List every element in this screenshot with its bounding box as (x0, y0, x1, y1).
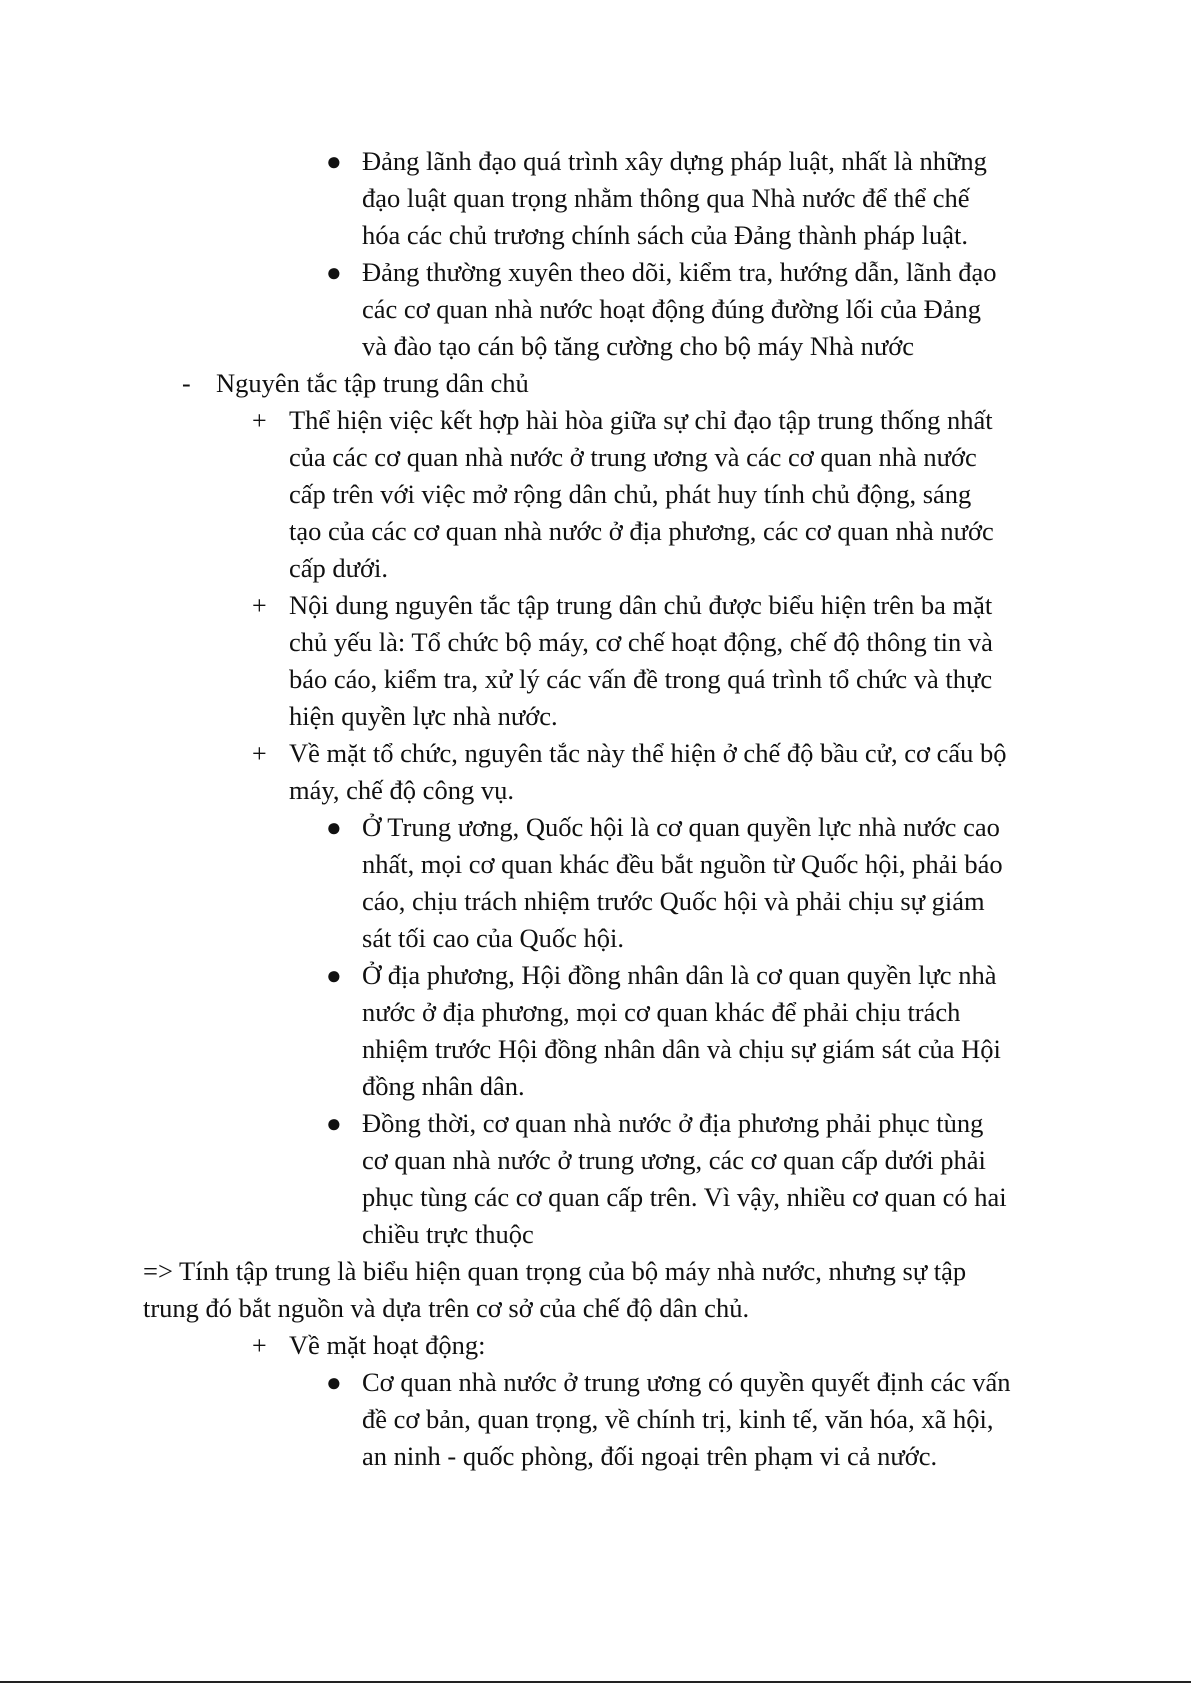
text-line: nước ở địa phương, mọi cơ quan khác để phải chịu trách (362, 997, 961, 1027)
text-line: Nội dung nguyên tắc tập trung dân chủ được biểu hiện trên ba mặt (289, 590, 993, 620)
text-line: nhiệm trước Hội đồng nhân dân và chịu sự giám sát của Hội (362, 1034, 1001, 1064)
text-line: Về mặt hoạt động: (289, 1330, 486, 1360)
text-line: Đảng lãnh đạo quá trình xây dựng pháp luật, nhất là những (362, 146, 987, 176)
text-line: chiều trực thuộc (362, 1219, 534, 1249)
text-line: cơ quan nhà nước ở trung ương, các cơ quan cấp dưới phải (362, 1145, 986, 1175)
text-line: Đảng thường xuyên theo dõi, kiểm tra, hướng dẫn, lãnh đạo (362, 257, 997, 287)
text-line: cấp trên với việc mở rộng dân chủ, phát huy tính chủ động, sáng (289, 479, 972, 509)
text-line: máy, chế độ công vụ. (289, 775, 514, 805)
plus-marker: + (252, 591, 267, 620)
plus-marker: + (252, 1331, 267, 1360)
text-line: Về mặt tổ chức, nguyên tắc này thể hiện ở chế độ bầu cử, cơ cấu bộ (289, 738, 1007, 768)
text-line: báo cáo, kiểm tra, xử lý các vấn đề trong quá trình tổ chức và thực (289, 664, 993, 694)
section-heading: Nguyên tắc tập trung dân chủ (216, 368, 529, 398)
text-line: Cơ quan nhà nước ở trung ương có quyền quyết định các vấn (362, 1367, 1011, 1397)
text-line: các cơ quan nhà nước hoạt động đúng đường lối của Đảng (362, 294, 981, 324)
bullet-marker: ● (326, 258, 342, 287)
text-line: đề cơ bản, quan trọng, về chính trị, kinh tế, văn hóa, xã hội, (362, 1404, 994, 1434)
bullet-marker: ● (326, 1109, 342, 1138)
text-line: đạo luật quan trọng nhằm thông qua Nhà nước để thể chế (362, 183, 970, 213)
conclusion-line: trung đó bắt nguồn và dựa trên cơ sở của chế độ dân chủ. (143, 1293, 750, 1323)
text-line: Đồng thời, cơ quan nhà nước ở địa phương phải phục tùng (362, 1108, 984, 1138)
text-line: chủ yếu là: Tổ chức bộ máy, cơ chế hoạt động, chế độ thông tin và (289, 627, 993, 657)
text-line: đồng nhân dân. (362, 1071, 525, 1101)
text-line: hóa các chủ trương chính sách của Đảng thành pháp luật. (362, 220, 969, 250)
text-line: an ninh - quốc phòng, đối ngoại trên phạm vi cả nước. (362, 1441, 938, 1471)
text-line: sát tối cao của Quốc hội. (362, 923, 624, 953)
bullet-marker: ● (326, 813, 342, 842)
bullet-marker: ● (326, 1368, 342, 1397)
text-line: Ở Trung ương, Quốc hội là cơ quan quyền lực nhà nước cao (362, 812, 1000, 842)
text-line: tạo của các cơ quan nhà nước ở địa phương, các cơ quan nhà nước (289, 516, 994, 546)
text-line: nhất, mọi cơ quan khác đều bắt nguồn từ Quốc hội, phải báo (362, 849, 1003, 879)
text-line: Ở địa phương, Hội đồng nhân dân là cơ quan quyền lực nhà (362, 960, 997, 990)
bullet-marker: ● (326, 147, 342, 176)
plus-marker: + (252, 739, 267, 768)
text-line: hiện quyền lực nhà nước. (289, 701, 558, 731)
text-line: Thể hiện việc kết hợp hài hòa giữa sự chỉ đạo tập trung thống nhất (289, 405, 993, 435)
page-bottom-rule (0, 1681, 1191, 1683)
text-line: và đào tạo cán bộ tăng cường cho bộ máy Nhà nước (362, 331, 914, 361)
dash-marker: - (182, 369, 191, 398)
bullet-marker: ● (326, 961, 342, 990)
text-line: phục tùng các cơ quan cấp trên. Vì vậy, nhiều cơ quan có hai (362, 1182, 1007, 1212)
text-line: của các cơ quan nhà nước ở trung ương và các cơ quan nhà nước (289, 442, 977, 472)
conclusion-line: => Tính tập trung là biểu hiện quan trọng của bộ máy nhà nước, nhưng sự tập (143, 1256, 967, 1286)
text-line: cấp dưới. (289, 553, 389, 583)
plus-marker: + (252, 406, 267, 435)
text-line: cáo, chịu trách nhiệm trước Quốc hội và phải chịu sự giám (362, 886, 985, 916)
